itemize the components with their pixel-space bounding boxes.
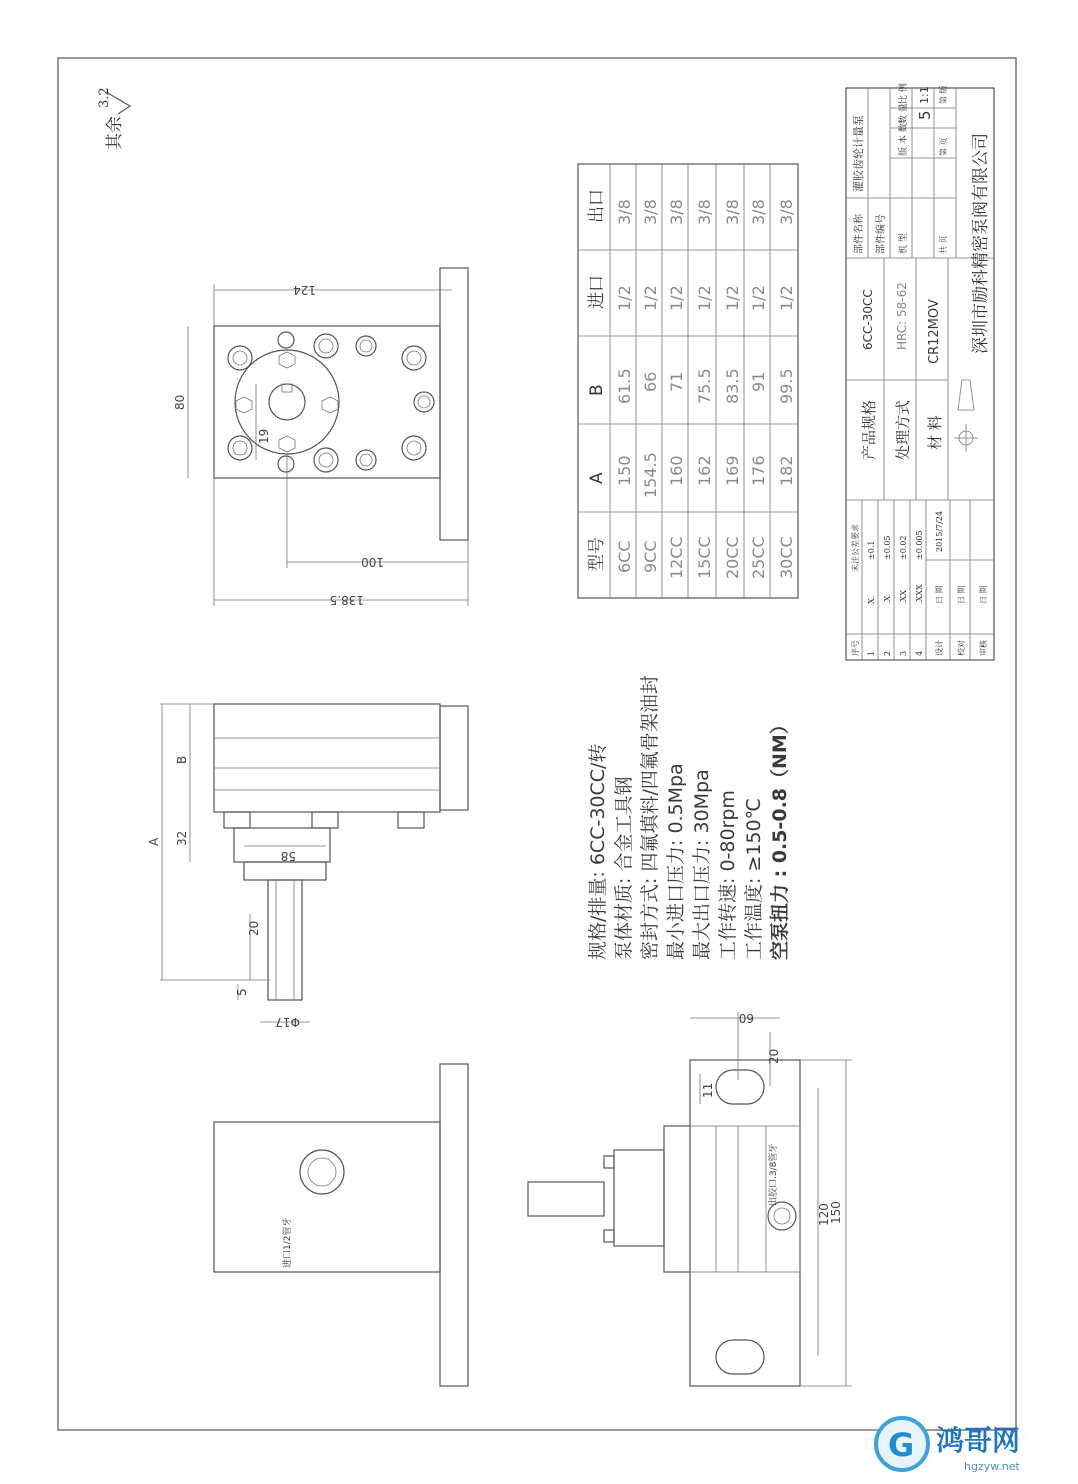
tolerance-no: 3 [899, 650, 908, 656]
inlet-view [214, 1064, 468, 1386]
hex-bolt-icon [322, 397, 338, 413]
dim-side-5: 5 [235, 988, 249, 996]
model-label: 机 型 [899, 233, 909, 254]
bolt-hole-icon [228, 436, 252, 460]
front-keyway [282, 384, 292, 392]
company-name: 深圳市励科精密泵阀有限公司 [971, 133, 991, 354]
sign-role: 审核 [979, 640, 988, 656]
tolerance-no: 4 [915, 650, 924, 656]
spec-table-cell: 169 [723, 455, 742, 486]
spec-table-cell: 25CC [749, 536, 768, 579]
spec-table-cell: 3/8 [667, 199, 686, 225]
sign-date-label: 日 期 [979, 585, 988, 604]
spec-line: 最小进口压力: 0.5Mpa [665, 763, 687, 960]
bolt-hole-icon [356, 336, 376, 356]
side-bolt-head [224, 812, 250, 828]
product-spec-label: 产品规格 [860, 399, 878, 460]
tolerance-size: X. [867, 595, 876, 604]
spec-table-cell: 99.5 [777, 368, 796, 404]
sign-date-label: 日 期 [957, 585, 966, 604]
sign-role: 设计 [935, 640, 944, 656]
spec-table-header: A [587, 472, 607, 484]
bolt-hole-icon [414, 392, 434, 412]
spec-table-cell: 1/2 [695, 285, 714, 311]
svg-text:G: G [888, 1426, 915, 1464]
hex-bolt-icon [236, 397, 252, 413]
spec-table-header: 出口 [587, 189, 607, 223]
inlet-port-label: 进口1/2管牙 [283, 1217, 293, 1268]
spec-table-cell: 182 [777, 455, 796, 486]
spec-table-cell: 3/8 [615, 199, 634, 225]
side-bolt-head [398, 812, 424, 828]
front-bolt-holes [228, 332, 434, 472]
spec-table-cell: 3/8 [749, 199, 768, 225]
spec-table-cell: 1/2 [615, 285, 634, 311]
outlet-bearing [614, 1150, 664, 1246]
scale-label: 比 例 [899, 83, 909, 104]
spec-table [578, 164, 798, 598]
front-flange [235, 350, 339, 454]
outlet-mounting-plate [690, 1060, 800, 1386]
inlet-body [214, 1122, 440, 1272]
front-shaft-hole [269, 384, 305, 420]
front-view [173, 268, 468, 607]
part-no-label: 部件编号 [876, 214, 887, 254]
bolt-hole-icon [402, 436, 426, 460]
spec-table-cell: 12CC [667, 536, 686, 579]
qty-value: 5 [916, 110, 934, 120]
spec-table-cell: 1/2 [641, 285, 660, 311]
dim-bottom-150: 150 [829, 1201, 843, 1224]
part-name-value: 灌胶齿轮计量泵 [852, 115, 865, 192]
side-bolt-head [312, 812, 338, 828]
treatment-value: HRC: 58-62 [895, 282, 909, 350]
spec-table-header: 进口 [587, 275, 607, 309]
material-value: CR12MOV [927, 299, 942, 364]
spec-table-cell: 1/2 [667, 285, 686, 311]
spec-table-cell: 3/8 [777, 199, 796, 225]
sheets-total: 共 页 [939, 235, 948, 254]
spec-table-cell: 15CC [695, 536, 714, 579]
bolt-hole-icon [402, 346, 426, 370]
material-label: 材 料 [926, 415, 944, 450]
side-view [147, 704, 468, 1029]
dim-side-a: A [147, 837, 161, 846]
bolt-hole-icon [356, 450, 376, 470]
spec-table-cell: 3/8 [695, 199, 714, 225]
dim-front-center: 100 [361, 555, 384, 569]
tolerance-value: ±0.1 [867, 540, 876, 560]
slot-hole-icon [716, 1070, 764, 1104]
side-mounting-plate [440, 706, 468, 810]
tolerance-size: .XXX [915, 584, 924, 604]
scale-value: 1:1 [918, 86, 931, 104]
spec-line: 空泵扭力 : 0.5-0.8（NM） [769, 715, 791, 960]
roughness-note [97, 87, 130, 150]
spec-table-cell: 162 [695, 455, 714, 486]
spec-line: 工作温度: ≥150℃ [743, 798, 765, 960]
dim-front-width: 124 [293, 283, 316, 297]
spec-table-cell: 9CC [641, 540, 660, 573]
spec-table-cell: 1/2 [723, 285, 742, 311]
title-block [846, 83, 994, 660]
dim-side-dia: Φ17 [275, 1015, 300, 1029]
dim-front-shaft: 19 [257, 428, 271, 444]
spec-table-cell: 30CC [777, 536, 796, 579]
dim-bottom-120: 120 [817, 1203, 831, 1226]
dim-side-32: 32 [175, 830, 189, 846]
tolerance-size: .XX [899, 590, 908, 604]
dim-front-height: 80 [173, 394, 187, 410]
tolerance-no: 1 [867, 650, 876, 656]
spec-table-cell: 3/8 [641, 199, 660, 225]
projection-symbol-icon [954, 380, 978, 452]
outlet-shaft [528, 1182, 604, 1216]
watermark-brand: 鸿哥网 [936, 1424, 1021, 1457]
bolt-hole-icon [278, 332, 294, 348]
tolerance-value: ±0.02 [899, 535, 908, 560]
watermark-url: hgzyw.net [964, 1460, 1020, 1473]
spec-table-cell: 1/2 [777, 285, 796, 311]
spec-table-cell: 61.5 [615, 368, 634, 404]
tolerance-size: .X [883, 595, 892, 604]
front-mounting-plate [440, 268, 468, 540]
spec-line: 密封方式: 四氟填料/四氟骨架油封 [639, 675, 661, 960]
spec-table-header: B [587, 384, 607, 396]
spec-table-cell: 176 [749, 455, 768, 486]
spec-table-cell: 66 [641, 371, 660, 392]
spec-line: 最大出口压力: 30Mpa [691, 769, 713, 960]
dim-side-b: B [175, 755, 189, 764]
inlet-port-icon [300, 1150, 344, 1194]
dim-side-58: 58 [280, 849, 296, 863]
sheet-no: 第 页 [939, 137, 948, 156]
spec-line: 泵体材质: 合金工具钢 [613, 776, 635, 960]
tolerance-no: 序号 [851, 640, 860, 656]
outlet-body [690, 1126, 800, 1272]
spec-table-cell: 150 [615, 455, 634, 486]
side-shaft [268, 880, 302, 1000]
spec-table-cell: 160 [667, 455, 686, 486]
product-spec-value: 6CC-30CC [861, 289, 875, 350]
roughness-value: 3.2 [97, 87, 112, 108]
version-label: 版 本 数 [899, 123, 909, 156]
sign-role: 校对 [957, 640, 966, 656]
tolerance-rows [850, 530, 924, 656]
outlet-cover [664, 1126, 690, 1272]
qty-label: 数 量 [899, 103, 909, 124]
outlet-port-label: 出胶口.3/8管牙 [769, 1143, 779, 1206]
tolerance-value: ±0.05 [883, 535, 892, 560]
bolt-hole-icon [314, 448, 338, 472]
hex-bolt-icon [279, 436, 295, 452]
dim-side-20: 20 [247, 920, 261, 936]
tolerance-title: 未注公差要求 [851, 524, 860, 572]
board-label: 第 版 [939, 85, 948, 104]
side-flange [244, 862, 326, 880]
hex-bolt-icon [279, 352, 295, 368]
bolt-hole-icon [228, 346, 252, 370]
spec-table-cell: 20CC [723, 536, 742, 579]
roughness-label: 其余 [105, 116, 125, 150]
spec-table-cell: 6CC [615, 540, 634, 573]
tolerance-no: 2 [883, 650, 892, 656]
spec-list [587, 675, 791, 960]
outlet-view [528, 1011, 852, 1386]
bolt-hole-icon [278, 456, 294, 472]
spec-line: 工作转速: 0-80rpm [717, 790, 739, 960]
tolerance-value: ±0.005 [915, 530, 924, 560]
spec-table-cell: 3/8 [723, 199, 742, 225]
dim-bottom-20: 20 [767, 1048, 781, 1064]
spec-table-cells [587, 189, 796, 579]
inlet-mounting-plate [440, 1064, 468, 1386]
dim-bottom-11: 11 [701, 1082, 715, 1098]
dim-bottom-60: 60 [738, 1011, 754, 1025]
part-name-label: 部件名称 [854, 214, 865, 254]
side-body [214, 704, 440, 812]
watermark-logo [872, 1408, 1068, 1478]
sign-date: 2015/7/24 [935, 510, 944, 552]
spec-table-cell: 71 [667, 371, 686, 392]
spec-table-header: 型号 [587, 537, 607, 571]
spec-table-cell: 91 [749, 371, 768, 392]
sign-date-label: 日 期 [935, 585, 944, 604]
dim-front-overall: 138.5 [329, 593, 364, 607]
spec-table-cell: 83.5 [723, 368, 742, 404]
bolt-hole-icon [314, 334, 338, 358]
spec-table-cell: 75.5 [695, 368, 714, 404]
spec-table-cell: 154.5 [641, 452, 660, 498]
slot-hole-icon [716, 1340, 764, 1374]
sheet-border [58, 58, 1016, 1430]
treatment-label: 处理方式 [894, 399, 912, 460]
spec-line: 规格/排量: 6CC-30CC/转 [587, 743, 609, 960]
spec-table-cell: 1/2 [749, 285, 768, 311]
